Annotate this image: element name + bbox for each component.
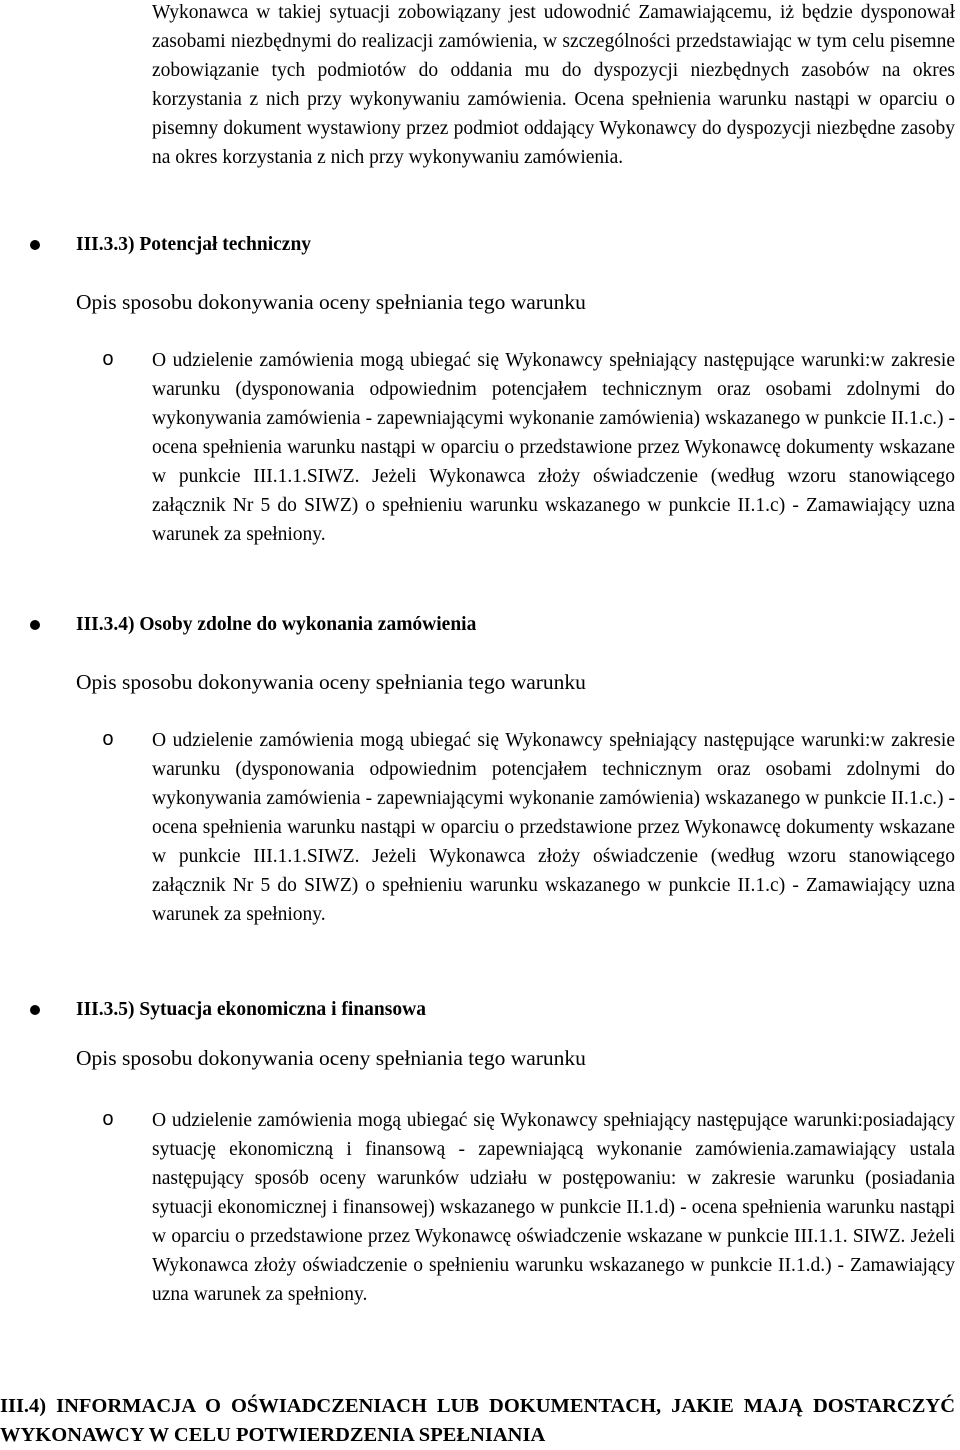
section-body-sytuacja: O udzielenie zamówienia mogą ubiegać się Wykonawcy spełniający następujące warunki:posiadający sytuację ekonomiczną i finansową - zapewniającą wykonanie zamówienia.zamawiający ustala następujący sposób oceny warunków udziału w postępowaniu: w zakresie warunku (posiadania sytuacji ekonomicznej i finansowej) wskazanego w punkcie II.1.d) - ocena spełnienia warunku nastąpi w oparciu o przedstawione przez Wykonawcę oświadczenie wskazane w punkcie III.1.1. SIWZ. Jeżeli Wykonawca złoży oświadczenie o spełnieniu warunku wskazanego w punkcie II.1.d.) - Zamawiający uzna warunek za spełniony. <box>152 1110 955 1305</box>
intro-paragraph: Wykonawca w takiej sytuacji zobowiązany jest udowodnić Zamawiającemu, iż będzie dysponował zasobami niezbędnymi do realizacji zamówienia, w szczególności przedstawiając w tym celu pisemne zobowiązanie tych podmiotów do oddania mu do dyspozycji niezbędnych zasobów na okres korzystania z nich przy wykonywaniu zamówienia. Ocena spełnienia warunku nastąpi w oparciu o pisemny dokument wystawiony przez podmiot oddający Wykonawcy do dyspozycji niezbędne zasoby na okres korzystania z nich przy wykonywaniu zamówienia. <box>152 2 955 168</box>
bullet-icon <box>30 1005 40 1015</box>
section-body-osoby: O udzielenie zamówienia mogą ubiegać się Wykonawcy spełniający następujące warunki:w zakresie warunku (dysponowania odpowiednim potencjałem technicznym oraz osobami zdolnymi do wykonywania zamówienia - zapewniającymi wykonanie zamówienia) wskazanego w punkcie II.1.c.) - ocena spełnienia warunku nastąpi w oparciu o przedstawione przez Wykonawcę dokumenty wskazane w punkcie III.1.1.SIWZ. Jeżeli Wykonawca złoży oświadczenie (według wzoru stanowiącego załącznik Nr 5 do SIWZ) o spełnieniu warunku wskazanego w punkcie II.1.c) - Zamawiający uzna warunek za spełniony. <box>152 730 955 925</box>
section-opis-sytuacja: Opis sposobu dokonywania oceny spełniania tego warunku <box>76 1046 586 1070</box>
list-marker-icon: o <box>102 729 115 752</box>
list-marker-icon: o <box>102 349 115 372</box>
bullet-icon <box>30 620 40 630</box>
section-heading-osoby: III.3.4) Osoby zdolne do wykonania zamówienia <box>76 614 477 635</box>
section-body-potencjal: O udzielenie zamówienia mogą ubiegać się Wykonawcy spełniający następujące warunki:w zakresie warunku (dysponowania odpowiednim potencjałem technicznym oraz osobami zdolnymi do wykonywania zamówienia - zapewniającymi wykonanie zamówienia) wskazanego w punkcie II.1.c.) - ocena spełnienia warunku nastąpi w oparciu o przedstawione przez Wykonawcę dokumenty wskazane w punkcie III.1.1.SIWZ. Jeżeli Wykonawca złoży oświadczenie (według wzoru stanowiącego załącznik Nr 5 do SIWZ) o spełnieniu warunku wskazanego w punkcie II.1.c) - Zamawiający uzna warunek za spełniony. <box>152 350 955 545</box>
section-opis-osoby: Opis sposobu dokonywania oceny spełniania tego warunku <box>76 670 586 694</box>
section-heading-informacja: III.4) INFORMACJA O OŚWIADCZENIACH LUB DOKUMENTACH, JAKIE MAJĄ DOSTARCZYĆ WYKONAWCY W CELU POTWIERDZENIA SPEŁNIANIA <box>0 1395 955 1446</box>
section-heading-sytuacja: III.3.5) Sytuacja ekonomiczna i finansowa <box>76 999 426 1020</box>
list-marker-icon: o <box>102 1109 115 1132</box>
section-opis-potencjal: Opis sposobu dokonywania oceny spełniania tego warunku <box>76 290 586 314</box>
section-heading-potencjal: III.3.3) Potencjał techniczny <box>76 234 312 255</box>
bullet-icon <box>30 240 40 250</box>
